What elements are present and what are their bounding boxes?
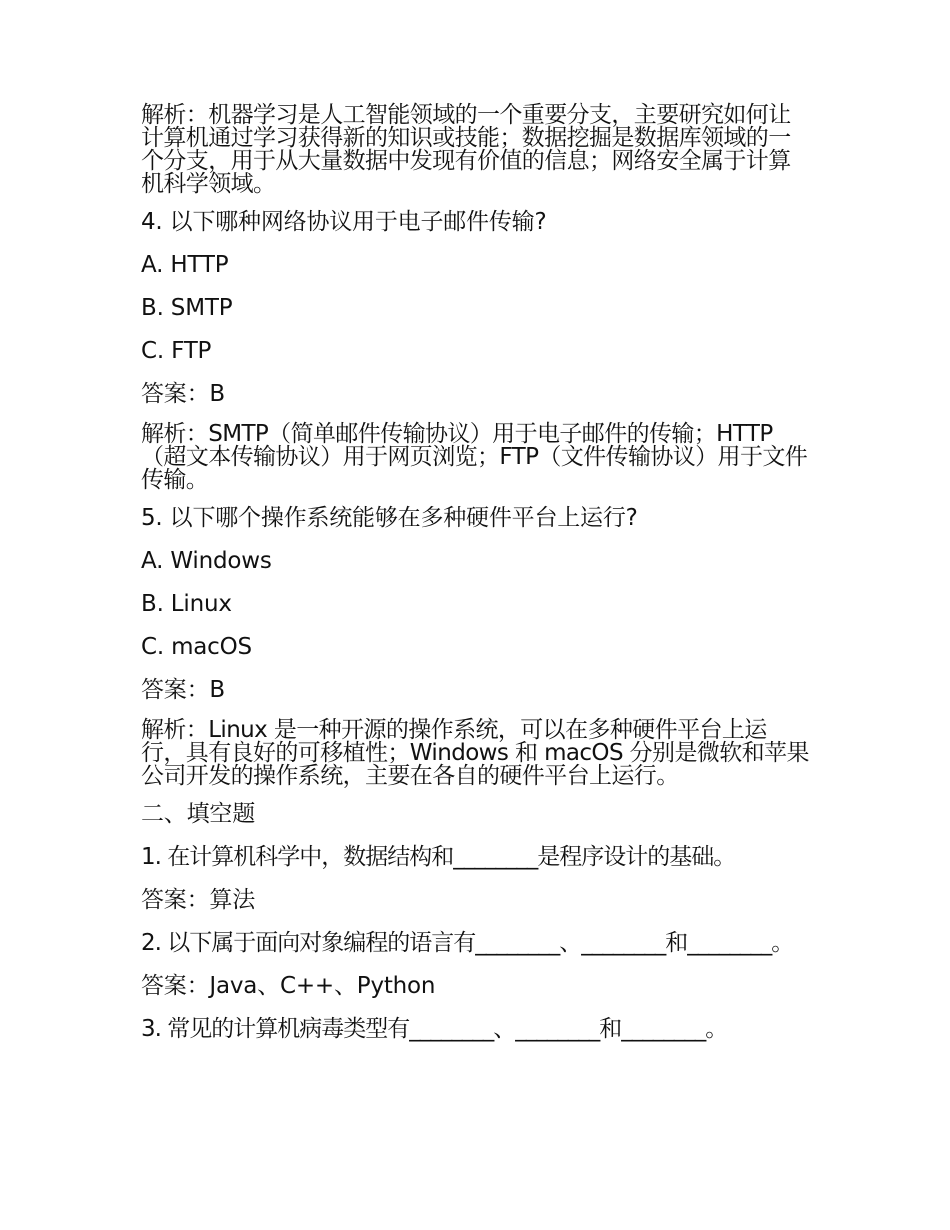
option-a: A. HTTP — [141, 252, 229, 278]
analysis-4: 解析：SMTP（简单邮件传输协议）用于电子邮件的传输；HTTP（超文本传输协议）用于网页浏览；FTP（文件传输协议）用于文件传输。 — [141, 421, 808, 493]
option-a: A. Windows — [141, 548, 272, 574]
fill-answer-1: 答案：算法 — [141, 887, 256, 913]
question-5: 5. 以下哪个操作系统能够在多种硬件平台上运行? — [141, 505, 638, 531]
option-b: B. Linux — [141, 591, 232, 617]
analysis-5: 解析：Linux 是一种开源的操作系统，可以在多种硬件平台上运行，具有良好的可移植性；Windows 和 macOS 分别是微软和苹果公司开发的操作系统，主要在各自的硬件平台上运行。 — [141, 717, 809, 789]
fill-question-1: 1. 在计算机科学中，数据结构和________是程序设计的基础。 — [141, 844, 736, 870]
fill-question-3: 3. 常见的计算机病毒类型有________、________和________。 — [141, 1016, 728, 1042]
analysis-paragraph: 解析：机器学习是人工智能领域的一个重要分支，主要研究如何让计算机通过学习获得新的知识或技能；数据挖掘是数据库领域的一个分支，用于从大量数据中发现有价值的信息；网络安全属于计算机科学领域。 — [141, 102, 791, 197]
option-c: C. macOS — [141, 634, 252, 660]
fill-answer-2: 答案：Java、C++、Python — [141, 973, 436, 999]
answer-4: 答案：B — [141, 381, 225, 407]
fill-question-2: 2. 以下属于面向对象编程的语言有________、________和________。 — [141, 930, 794, 956]
document-body — [141, 104, 809, 1058]
section-heading: 二、填空题 — [141, 801, 256, 827]
answer-5: 答案：B — [141, 677, 225, 703]
option-b: B. SMTP — [141, 295, 233, 321]
question-4: 4. 以下哪种网络协议用于电子邮件传输? — [141, 209, 547, 235]
option-c: C. FTP — [141, 338, 212, 364]
